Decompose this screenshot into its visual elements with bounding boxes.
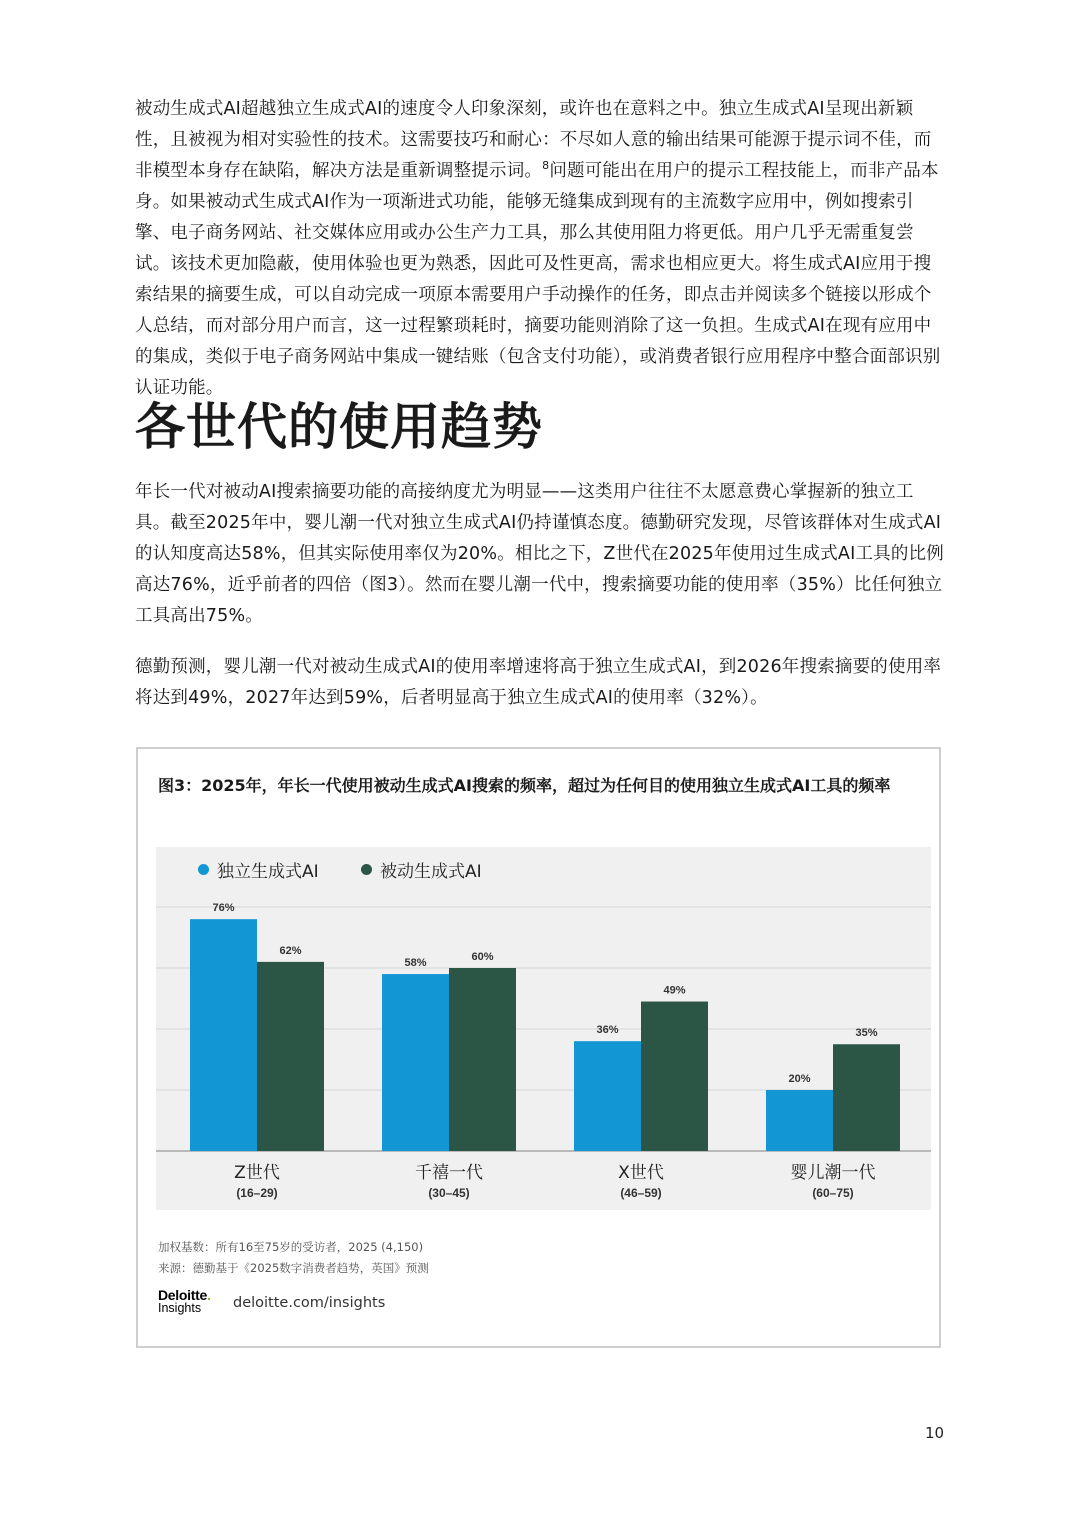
data-label: 60% xyxy=(471,950,494,963)
data-label: 62% xyxy=(279,944,302,957)
bar-passive xyxy=(833,1044,900,1151)
page-number: 10 xyxy=(925,1424,945,1442)
source-note: 来源：德勤基于《2025数字消费者趋势，英国》预测 xyxy=(158,1261,429,1275)
bar-passive xyxy=(641,1002,708,1151)
section-heading: 各世代的使用趋势 xyxy=(135,398,543,456)
bar-passive xyxy=(449,968,516,1151)
data-label: 20% xyxy=(788,1072,811,1085)
forecast-paragraph: 德勤预测，婴儿潮一代对被动生成式AI的使用率增速将高于独立生成式AI，到2026年搜索摘要的使用率将达到49%，2027年达到59%，后者明显高于独立生成式AI的使用率（32%）。 xyxy=(135,657,942,708)
figure-title: 图3：2025年，年长一代使用被动生成式AI搜索的频率，超过为任何目的使用独立生成式AI工具的频率 xyxy=(158,776,891,795)
legend-swatch-standalone xyxy=(198,864,209,875)
logo-sub: Insights xyxy=(158,1301,202,1315)
category-range-label: (16–29) xyxy=(236,1186,278,1200)
insights-link[interactable]: deloitte.com/insights xyxy=(233,1295,386,1311)
bar-passive xyxy=(257,962,324,1151)
bar-standalone xyxy=(766,1090,833,1151)
logo-brand: Deloitte xyxy=(158,1287,207,1303)
legend-item-standalone xyxy=(198,857,319,882)
category-range-label: (30–45) xyxy=(428,1186,470,1200)
category-range-label: (46–59) xyxy=(620,1186,662,1200)
category-range-label: (60–75) xyxy=(812,1186,854,1200)
footnote-ref: 8 xyxy=(542,159,550,173)
data-label: 35% xyxy=(855,1027,878,1040)
chart-canvas xyxy=(156,847,931,1210)
legend-label-standalone: 独立生成式AI xyxy=(217,862,319,882)
legend-item-passive xyxy=(361,857,482,882)
legend-label-passive: 被动生成式AI xyxy=(380,862,482,882)
bar-standalone xyxy=(574,1041,641,1151)
legend-swatch-passive xyxy=(361,864,372,875)
figure-3 xyxy=(136,747,941,1348)
bar-standalone xyxy=(382,974,449,1151)
data-label: 36% xyxy=(596,1024,619,1037)
base-note: 加权基数：所有16至75岁的受访者，2025 (4,150) xyxy=(158,1240,424,1254)
category-label: X世代 xyxy=(618,1163,664,1183)
deloitte-insights-logo xyxy=(158,1289,211,1315)
category-label: 婴儿潮一代 xyxy=(790,1163,876,1183)
bar-standalone xyxy=(190,919,257,1151)
figure-notes xyxy=(158,1237,429,1279)
category-label: 千禧一代 xyxy=(415,1163,483,1183)
category-label: Z世代 xyxy=(234,1163,280,1183)
data-label: 49% xyxy=(663,984,686,997)
bar-chart xyxy=(156,847,931,1210)
generation-paragraph: 年长一代对被动AI搜索摘要功能的高接纳度尤为明显——这类用户往往不太愿意费心掌握新的独立工具。截至2025年中，婴儿潮一代对独立生成式AI仍持谨慎态度。德勤研究发现，尽管该群体对生成式AI的认知度高达58%，但其实际使用率仅为20%。相比之下，Z世代在2025年使用过生成式AI工具的比例高达76%，近乎前者的四倍（图3）。然而在婴儿潮一代中，搜索摘要功能的使用率（35%）比任何独立工具高出75%。 xyxy=(135,482,944,626)
data-label: 76% xyxy=(212,902,235,915)
data-label: 58% xyxy=(404,957,427,970)
logo-dot: . xyxy=(206,1287,211,1303)
intro-paragraph: 被动生成式AI超越独立生成式AI的速度令人印象深刻，或许也在意料之中。独立生成式AI呈现出新颖性，且被视为相对实验性的技术。这需要技巧和耐心：不尽如人意的输出结果可能源于提示词不佳，而非模型本身存在缺陷，解决方法是重新调整提示词。$^8$问题可能出在用户的提示工程技能上，而非产品本身。如果被动式生成式AI作为一项渐进式功能，能够无缝集成到现有的主流数字应用中，例如搜索引擎、电子商务网站、社交媒体应用或办公生产力工具，那么其使用阻力将更低。用户几乎无需重复尝试。该技术更加隐蔽，使用体验也更为熟悉，因此可及性更高，需求也相应更大。将生成式AI应用于搜索结果的摘要生成，可以自动完成一项原本需要用户手动操作的任务，即点击并阅读多个链接以形成个人总结，而对部分用户而言，这一过程繁琐耗时，摘要功能则消除了这一负担。生成式AI在现有应用中的集成，类似于电子商务网站中集成一键结账（包含支付功能），或消费者银行应用程序中整合面部识别认证功能。 xyxy=(135,99,941,398)
